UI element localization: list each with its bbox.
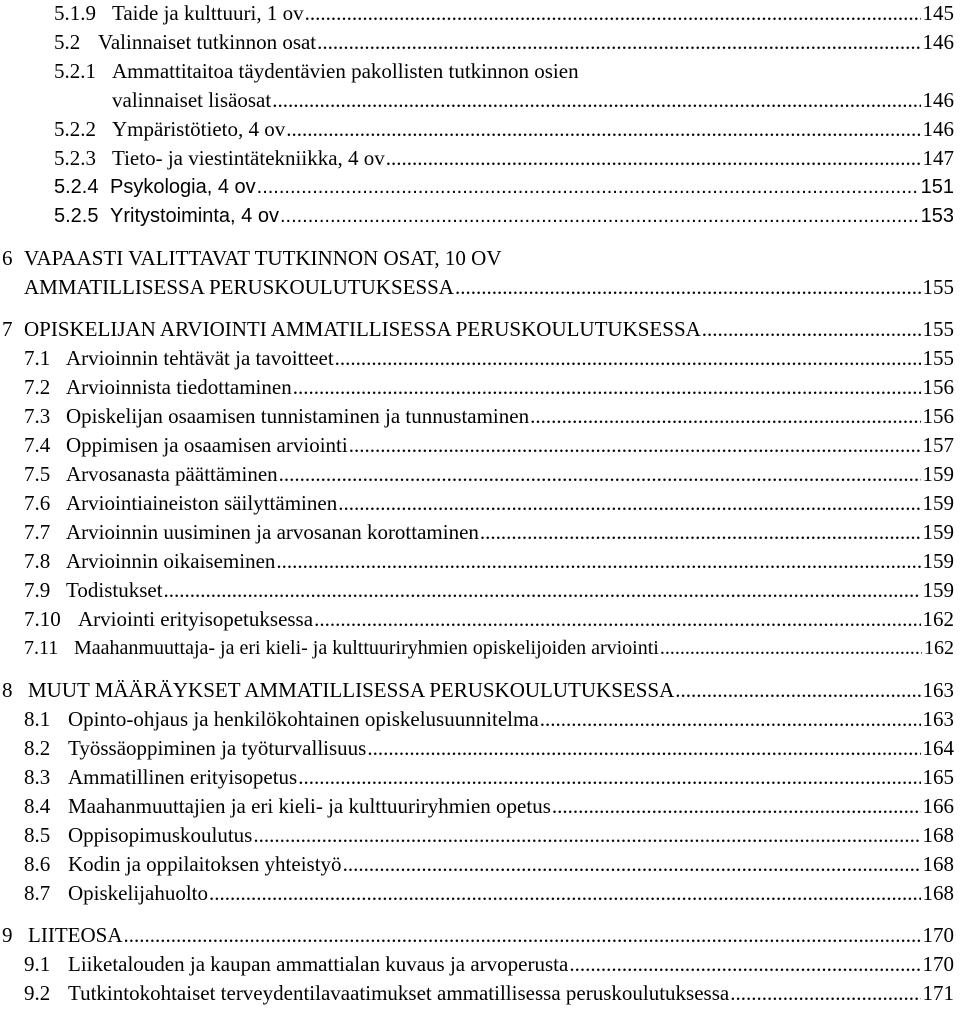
toc-entry-title: Ammattitaitoa täydentävien pakollisten tutkinnon osien [112,59,579,83]
toc-entry-continuation[interactable] [54,87,954,113]
toc-entry[interactable] [24,345,954,371]
toc-entry-page: 159 [922,462,954,486]
toc-entry[interactable] [24,519,954,545]
toc-entry-number: 8.1 [24,707,51,731]
toc-leader-dots [272,87,920,113]
toc-entry[interactable] [24,735,954,761]
toc-leader-dots [123,922,920,948]
toc-leader-dots [386,145,921,171]
toc-entry-page: 168 [922,823,954,847]
toc-entry-number: 7.9 [24,578,51,602]
toc-entry-title: Maahanmuuttajien ja eri kieli- ja kulttuuriryhmien opetus [68,794,551,818]
toc-entry-page: 146 [922,88,954,112]
toc-entry[interactable] [24,577,954,603]
toc-entry-page: 159 [922,491,954,515]
toc-entry-title: Oppisopimuskoulutus [68,823,253,847]
toc-entry-page: 164 [922,736,954,760]
toc-entry-page: 170 [922,952,954,976]
toc-entry-number: 8 [2,678,13,702]
toc-leader-dots [569,951,920,977]
toc-entry[interactable] [24,706,954,732]
toc-entry[interactable] [24,635,954,661]
toc-leader-dots [279,461,921,487]
toc-entry-page: 165 [922,765,954,789]
toc-entry[interactable] [2,677,954,703]
toc-entry[interactable] [54,0,954,26]
toc-entry[interactable] [24,490,954,516]
toc-entry-title: valinnaiset lisäosat [112,88,272,112]
toc-entry-title: Psykologia, 4 ov [110,176,256,198]
toc-entry[interactable] [2,922,954,948]
toc-entry-page: 155 [922,275,954,299]
toc-leader-dots [552,793,921,819]
toc-entry-page: 155 [922,317,954,341]
toc-entry[interactable] [2,245,954,271]
toc-entry-title: Arviointiaineiston säilyttäminen [66,491,338,515]
toc-leader-dots [280,203,919,229]
toc-entry-page: 151 [920,176,954,198]
toc-leader-dots [253,822,920,848]
toc-entry[interactable] [54,58,954,84]
toc-entry-title: Opiskelijahuolto [68,881,208,905]
toc-entry-title: Arvioinnin uusiminen ja arvosanan korottaminen [66,520,479,544]
toc-leader-dots [367,735,920,761]
toc-entry-number: 9.1 [24,952,51,976]
toc-leader-dots [335,345,921,371]
toc-leader-dots [480,519,921,545]
toc-entry[interactable] [24,822,954,848]
toc-entry-page: 147 [922,146,954,170]
toc-entry-title: Taide ja kulttuuri, 1 ov [112,1,304,25]
toc-entry-title: LIITEOSA [28,923,123,947]
toc-entry-number: 5.2 [54,30,81,54]
toc-leader-dots [730,980,920,1006]
toc-entry[interactable] [24,548,954,574]
toc-entry-number: 8.3 [24,765,51,789]
toc-entry-number: 7 [2,317,13,341]
toc-entry-page: 166 [922,794,954,818]
toc-entry-page: 155 [922,346,954,370]
toc-entry[interactable] [24,793,954,819]
toc-entry-number: 7.11 [24,637,59,659]
toc-entry-page: 168 [922,881,954,905]
toc-entry-continuation[interactable] [2,274,954,300]
toc-leader-dots [540,706,921,732]
toc-leader-dots [314,606,920,632]
toc-entry-number: 9.2 [24,981,51,1005]
toc-entry-title: Valinnaiset tutkinnon osat [98,30,317,54]
toc-entry-title: AMMATILLISESSA PERUSKOULUTUKSESSA [24,275,454,299]
toc-entry[interactable] [2,316,954,342]
toc-entry-title: Arvosanasta päättäminen [66,462,278,486]
toc-entry[interactable] [54,203,954,229]
toc-leader-dots [305,0,921,26]
toc-leader-dots [257,174,919,200]
toc-entry-page: 159 [922,549,954,573]
toc-entry-title: Arvioinnin oikaiseminen [66,549,276,573]
toc-entry-number: 9 [2,923,13,947]
toc-entry[interactable] [54,174,954,200]
toc-entry-title: Maahanmuuttaja- ja eri kieli- ja kulttuuriryhmien opiskelijoiden arviointi [74,637,659,659]
toc-entry-title: Tieto- ja viestintätekniikka, 4 ov [112,146,385,170]
toc-leader-dots [286,116,920,142]
toc-entry-page: 153 [920,205,954,227]
toc-entry-number: 6 [2,246,13,270]
toc-entry-number: 8.2 [24,736,51,760]
toc-entry-title: Ympäristötieto, 4 ov [112,117,286,141]
toc-entry-page: 168 [922,852,954,876]
toc-entry-page: 162 [924,637,954,659]
toc-entry-title: OPISKELIJAN ARVIOINTI AMMATILLISESSA PERUSKOULUTUKSESSA [24,317,701,341]
toc-leader-dots [276,548,920,574]
toc-leader-dots [317,29,920,55]
toc-entry-number: 5.2.2 [54,117,96,141]
toc-entry-number: 7.3 [24,404,51,428]
toc-entry-page: 146 [922,30,954,54]
toc-leader-dots [293,374,921,400]
toc-leader-dots [298,764,920,790]
toc-entry-number: 7.6 [24,491,51,515]
toc-entry-number: 8.7 [24,881,51,905]
toc-entry-page: 170 [922,923,954,947]
toc-entry-number: 7.2 [24,375,51,399]
toc-entry[interactable] [24,764,954,790]
toc-entry-title: Työssäoppiminen ja työturvallisuus [68,736,367,760]
toc-entry-page: 156 [922,404,954,428]
toc-entry-title: Opinto-ohjaus ja henkilökohtainen opiskelusuunnitelma [68,707,539,731]
toc-leader-dots [343,851,921,877]
toc-entry[interactable] [24,374,954,400]
toc-entry-page: 163 [922,707,954,731]
toc-entry-number: 5.1.9 [54,1,96,25]
toc-leader-dots [660,635,922,661]
toc-entry[interactable] [24,432,954,458]
toc-entry-title: Arviointi erityisopetuksessa [78,607,314,631]
toc-entry-page: 162 [922,607,954,631]
toc-entry-number: 7.8 [24,549,51,573]
toc-entry[interactable] [54,145,954,171]
toc-leader-dots [702,316,921,342]
toc-entry-number: 7.7 [24,520,51,544]
toc-entry-title: VAPAASTI VALITTAVAT TUTKINNON OSAT, 10 OV [24,246,502,270]
toc-leader-dots [530,403,920,429]
toc-entry-number: 5.2.4 [54,176,99,198]
toc-entry-number: 7.5 [24,462,51,486]
toc-entry[interactable] [24,880,954,906]
toc-entry-page: 157 [922,433,954,457]
toc-entry-number: 5.2.3 [54,146,96,170]
toc-entry-number: 5.2.1 [54,59,96,83]
toc-entry-number: 7.10 [24,607,61,631]
toc-entry-number: 8.5 [24,823,51,847]
toc-entry-title: Yritystoiminta, 4 ov [110,205,279,227]
toc-entry[interactable] [24,403,954,429]
toc-entry-title: Opiskelijan osaamisen tunnistaminen ja tunnustaminen [66,404,530,428]
toc-entry[interactable] [54,116,954,142]
toc-entry-page: 156 [922,375,954,399]
toc-entry-title: Liiketalouden ja kaupan ammattialan kuvaus ja arvoperusta [68,952,569,976]
toc-entry[interactable] [24,606,954,632]
toc-leader-dots [209,880,921,906]
toc-entry-title: Todistukset [66,578,163,602]
toc-entry-page: 159 [922,578,954,602]
toc-entry[interactable] [24,951,954,977]
toc-entry-title: Kodin ja oppilaitoksen yhteistyö [68,852,342,876]
toc-entry-page: 171 [922,981,954,1005]
toc-entry-title: Oppimisen ja osaamisen arviointi [66,433,348,457]
toc-entry-number: 7.4 [24,433,51,457]
toc-entry-number: 5.2.5 [54,205,99,227]
toc-entry[interactable] [54,29,954,55]
toc-entry-number: 7.1 [24,346,51,370]
toc-entry-page: 146 [922,117,954,141]
toc-entry[interactable] [24,461,954,487]
toc-entry-title: MUUT MÄÄRÄYKSET AMMATILLISESSA PERUSKOULUTUKSESSA [28,678,675,702]
toc-entry-number: 8.4 [24,794,51,818]
toc-entry-title: Tutkintokohtaiset terveydentilavaatimukset ammatillisessa peruskoulutuksessa [68,981,730,1005]
toc-entry-title: Ammatillinen erityisopetus [68,765,298,789]
toc-leader-dots [675,677,920,703]
toc-leader-dots [349,432,921,458]
toc-entry-title: Arvioinnista tiedottaminen [66,375,292,399]
toc-entry-page: 159 [922,520,954,544]
toc-leader-dots [338,490,920,516]
toc-entry-page: 163 [922,678,954,702]
toc-entry-number: 8.6 [24,852,51,876]
toc-leader-dots [164,577,921,603]
toc-entry[interactable] [24,851,954,877]
toc-entry[interactable] [24,980,954,1006]
toc-leader-dots [455,274,921,300]
toc-entry-title: Arvioinnin tehtävät ja tavoitteet [66,346,334,370]
toc-entry-page: 145 [922,1,954,25]
